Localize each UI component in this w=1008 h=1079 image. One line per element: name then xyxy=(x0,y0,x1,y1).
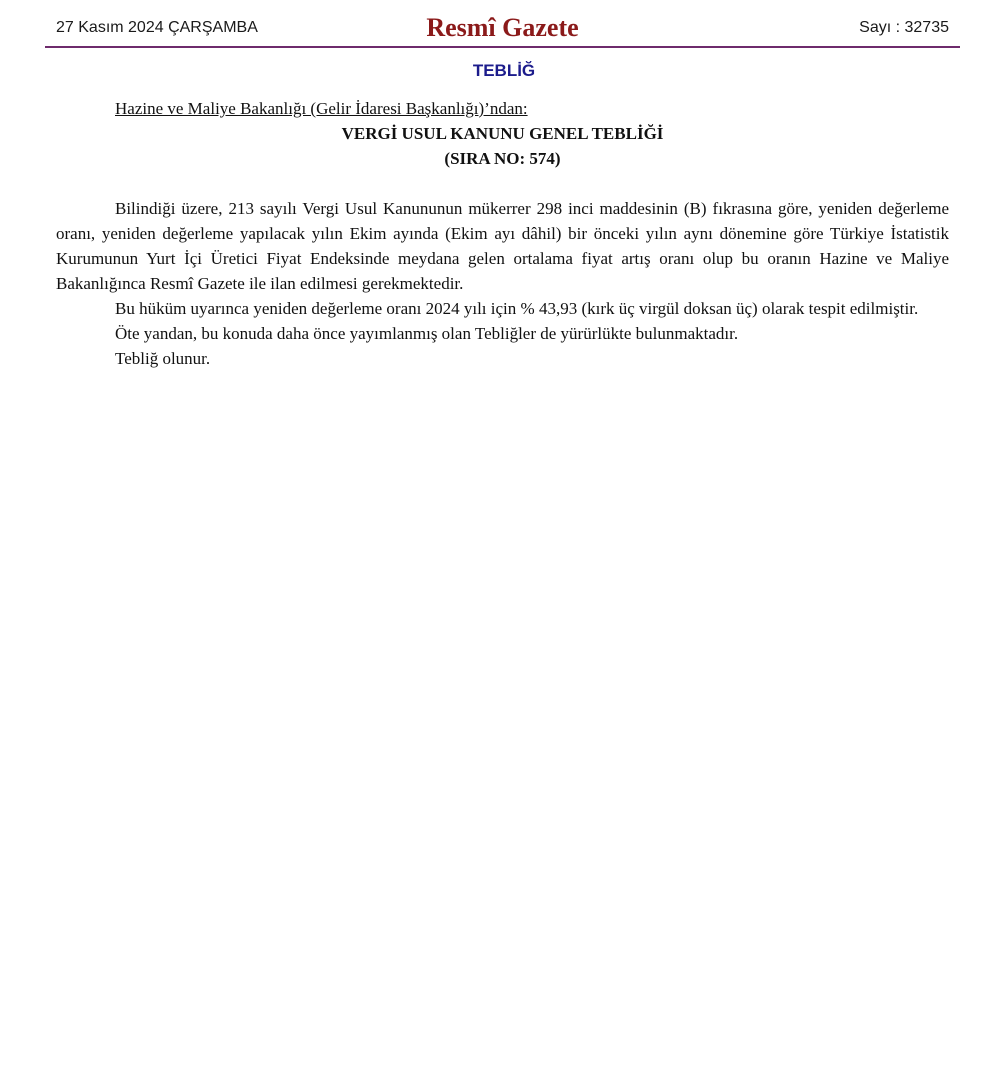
document-body xyxy=(56,96,949,371)
masthead xyxy=(45,12,960,48)
document-number: (SIRA NO: 574) xyxy=(444,149,561,168)
spacer xyxy=(56,171,949,196)
paragraph-2: Bu hüküm uyarınca yeniden değerleme oranı 2024 yılı için % 43,93 (kırk üç virgül doksan üç) olarak tespit edilmiştir. xyxy=(115,299,919,318)
gazette-title: Resmî Gazete xyxy=(426,13,579,42)
document-title: VERGİ USUL KANUNU GENEL TEBLİĞİ xyxy=(341,124,664,143)
paragraph-3: Öte yandan, bu konuda daha önce yayımlanmış olan Tebliğler de yürürlükte bulunmaktadır. xyxy=(115,324,739,343)
issue-date: 27 Kasım 2024 ÇARŞAMBA xyxy=(56,19,258,36)
issuing-authority: Hazine ve Maliye Bakanlığı (Gelir İdaresi Başkanlığı)’ndan: xyxy=(115,99,528,118)
paragraph-4: Tebliğ olunur. xyxy=(115,349,211,368)
issue-number: Sayı : 32735 xyxy=(859,19,949,36)
paragraph-1: Bilindiği üzere, 213 sayılı Vergi Usul Kanununun mükerrer 298 inci maddesinin (B) fıkrasına göre, yeniden değerleme oranı, yeniden değerleme yapılacak yılın Ekim ayında (Ekim ayı dâhil) bir önceki yılın aynı dönemine göre Türkiye İstatistik Kurumunun Yurt İçi Üretici Fiyat Endeksinde meydana gelen ortalama fiyat artış oranı olup bu oranın Hazine ve Maliye Bakanlığınca Resmî Gazete ile ilan edilmesi gerekmektedir. xyxy=(56,199,949,293)
section-label: TEBLİĞ xyxy=(472,61,536,80)
